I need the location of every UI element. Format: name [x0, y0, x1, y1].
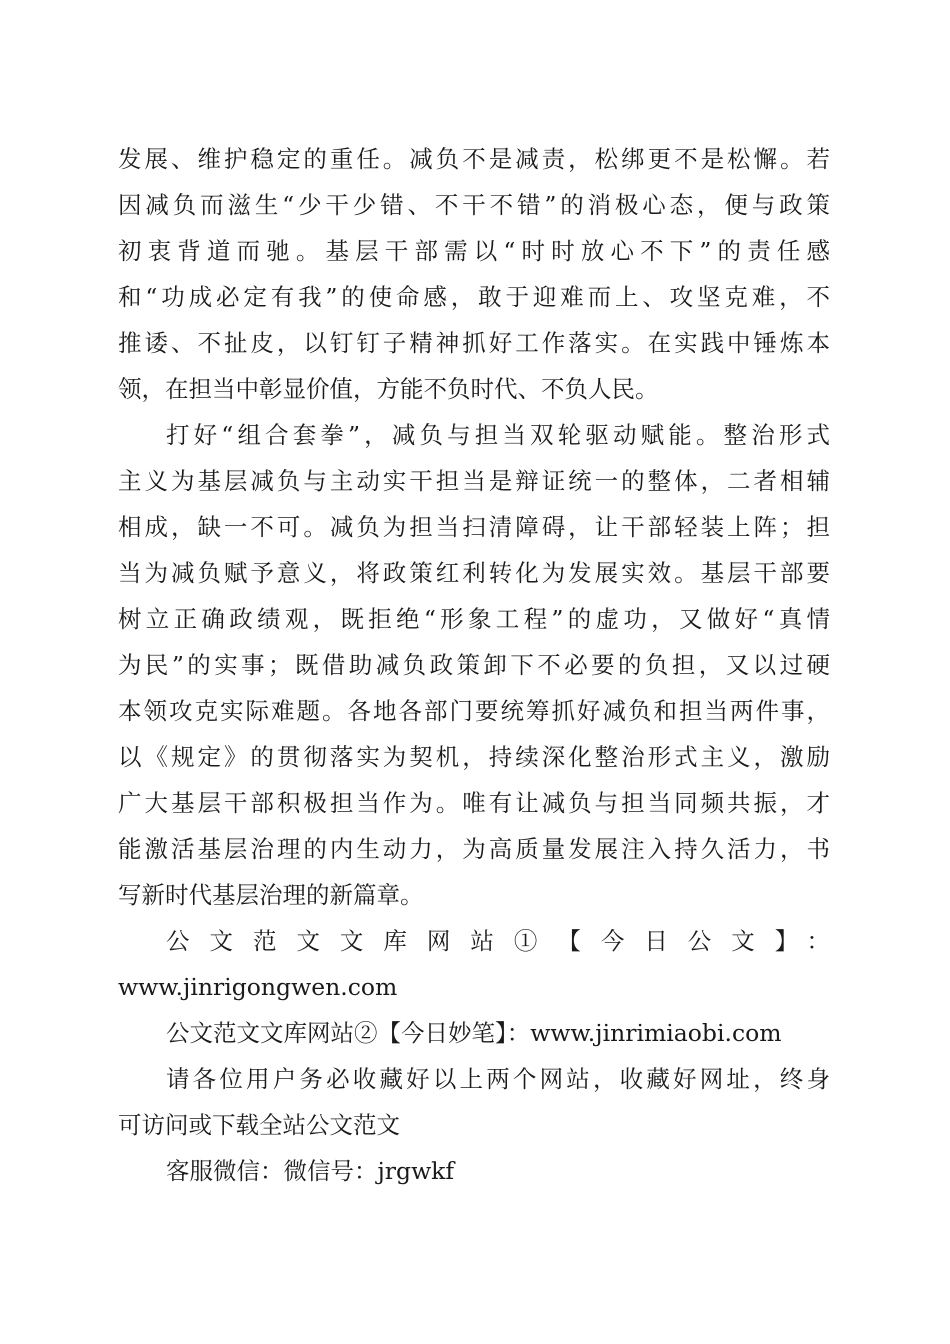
paragraph-1-line-2: 因减负而滋生“少干少错、不干不错”的消极心态，便与政策 [118, 191, 830, 219]
footer-site-1-url[interactable]: www.jinrigongwen.com [118, 973, 398, 1001]
paragraph-2-line-11: 写新时代基层治理的新篇章。 [118, 881, 424, 909]
footer-site-1-label: 公文范文文库网站①【今日公文】： [166, 927, 830, 955]
footer-site-2[interactable]: 公文范文文库网站②【今日妙笔】：www.jinrimiaobi.com [166, 1019, 782, 1047]
footer-notice-line-1: 请各位用户务必收藏好以上两个网站，收藏好网址，终身 [166, 1065, 830, 1093]
paragraph-2-line-2: 主义为基层减负与主动实干担当是辩证统一的整体，二者相辅 [118, 467, 830, 495]
paragraph-2-line-10: 能激活基层治理的内生动力，为高质量发展注入持久活力，书 [118, 835, 830, 863]
paragraph-2-line-6: 为民”的实事；既借助减负政策卸下不必要的负担，又以过硬 [118, 651, 830, 679]
footer-notice-line-2: 可访问或下载全站公文范文 [118, 1111, 400, 1139]
paragraph-1-line-1: 发展、维护稳定的重任。减负不是减责，松绑更不是松懈。若 [118, 145, 830, 173]
paragraph-2-line-7: 本领攻克实际难题。各地各部门要统筹抓好减负和担当两件事， [118, 697, 830, 725]
paragraph-2-line-9: 广大基层干部积极担当作为。唯有让减负与担当同频共振，才 [118, 789, 830, 817]
paragraph-2-line-8: 以《规定》的贯彻落实为契机，持续深化整治形式主义，激励 [118, 743, 830, 771]
paragraph-2-line-4: 当为减负赋予意义，将政策红利转化为发展实效。基层干部要 [118, 559, 830, 587]
paragraph-2-line-1: 打好“组合套拳”，减负与担当双轮驱动赋能。整治形式 [166, 421, 830, 449]
footer-wechat: 客服微信：微信号：jrgwkf [166, 1157, 455, 1185]
paragraph-2-line-3: 相成，缺一不可。减负为担当扫清障碍，让干部轻装上阵；担 [118, 513, 830, 541]
paragraph-1-line-4: 和“功成必定有我”的使命感，敢于迎难而上、攻坚克难，不 [118, 283, 830, 311]
paragraph-1-line-3: 初衷背道而驰。基层干部需以“时时放心不下”的责任感 [118, 237, 830, 265]
paragraph-1-line-5: 推诿、不扯皮，以钉钉子精神抓好工作落实。在实践中锤炼本 [118, 329, 830, 357]
paragraph-1-line-6: 领，在担当中彰显价值，方能不负时代、不负人民。 [118, 375, 659, 403]
paragraph-2-line-5: 树立正确政绩观，既拒绝“形象工程”的虚功，又做好“真情 [118, 605, 830, 633]
